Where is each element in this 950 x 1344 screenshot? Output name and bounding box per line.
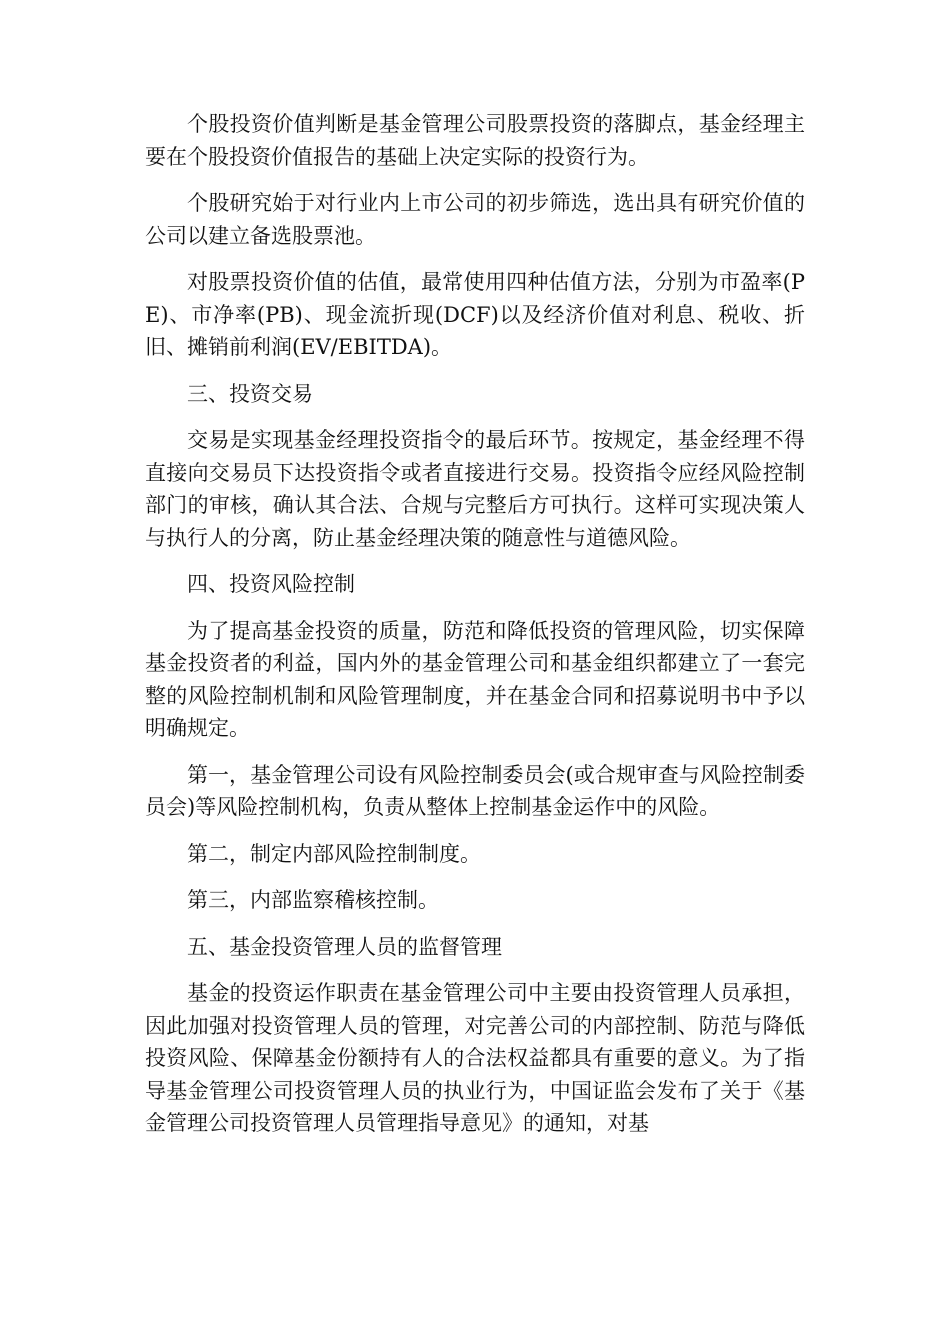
paragraph-stock-research: 个股研究始于对行业内上市公司的初步筛选，选出具有研究价值的公司以建立备选股票池。 xyxy=(145,191,805,248)
paragraph-stock-valuation: 个股投资价值判断是基金管理公司股票投资的落脚点，基金经理主要在个股投资价值报告的基础上决定实际的投资行为。 xyxy=(145,112,805,169)
paragraph-risk-third: 第三，内部监察稽核控制。 xyxy=(187,888,439,912)
paragraph-staff-supervision: 基金的投资运作职责在基金管理公司中主要由投资管理人员承担，因此加强对投资管理人员的管理，对完善公司的内部控制、防范与降低投资风险、保障基金份额持有人的合法权益都具有重要的意义。为了指导基金管理公司投资管理人员的执业行为，中国证监会发布了关于《基金管理公司投资管理人员管理指导意见》的通知，对基 xyxy=(145,981,805,1135)
paragraph-risk-control: 为了提高基金投资的质量，防范和降低投资的管理风险，切实保障基金投资者的利益，国内外的基金管理公司和基金组织都建立了一套完整的风险控制机制和风险管理制度，并在基金合同和招募说明书中予以明确规定。 xyxy=(145,618,805,740)
paragraph-risk-first: 第一，基金管理公司设有风险控制委员会(或合规审查与风险控制委员会)等风险控制机构，负责从整体上控制基金运作中的风险。 xyxy=(145,762,805,819)
section-heading-trading: 三、投资交易 xyxy=(187,381,313,406)
document-body xyxy=(145,108,805,1154)
section-heading-staff-supervision: 五、基金投资管理人员的监督管理 xyxy=(187,934,502,959)
paragraph-valuation-methods: 对股票投资价值的估值，最常使用四种估值方法，分别为市盈率(PE)、市净率(PB)、现金流折现(DCF)以及经济价值对利息、税收、折旧、摊销前利润(EV/EBITDA)。 xyxy=(145,270,805,359)
section-heading-risk-control: 四、投资风险控制 xyxy=(187,572,355,596)
paragraph-risk-second: 第二，制定内部风险控制制度。 xyxy=(187,841,481,866)
paragraph-trading: 交易是实现基金经理投资指令的最后环节。按规定，基金经理不得直接向交易员下达投资指令或者直接进行交易。投资指令应经风险控制部门的审核，确认其合法、合规与完整后方可执行。这样可实现决策人与执行人的分离，防止基金经理决策的随意性与道德风险。 xyxy=(145,428,805,550)
